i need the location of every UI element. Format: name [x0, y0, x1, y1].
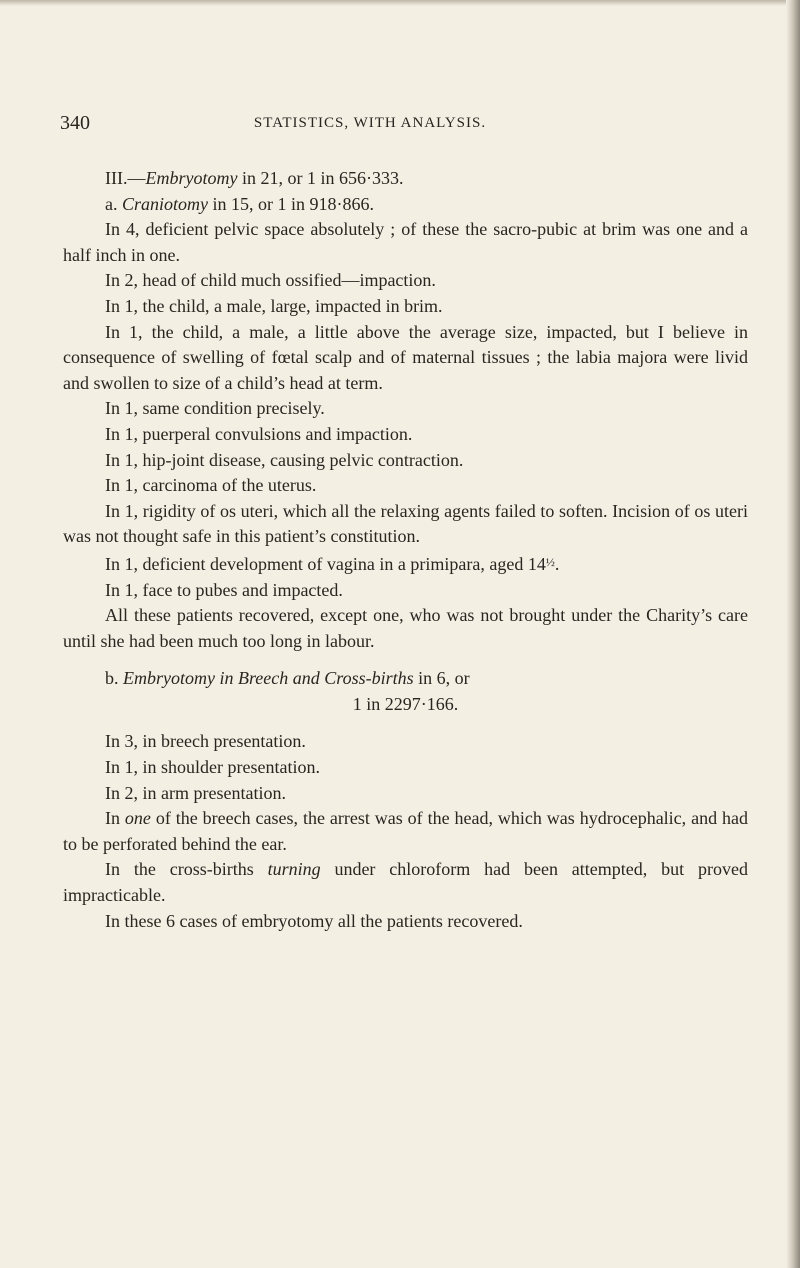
paragraph-primipara: In 1, deficient development of vagina in a primipara, aged $14^{\frac{1}{2}}$. — [105, 553, 560, 574]
paragraph: In 2, head of child much ossified—impaction. — [105, 270, 436, 291]
section-heading-embryotomy: III.—Embryotomy in 21, or 1 in 656·333. — [105, 168, 404, 188]
section-heading-breech: b. Embryotomy in Breech and Cross-births in 6, or — [105, 668, 470, 689]
paragraph: In 1, puerperal convulsions and impaction. — [105, 423, 413, 444]
paragraph: In 1, hip-joint disease, causing pelvic contraction. — [105, 449, 464, 470]
paragraph: In 1, face to pubes and impacted. — [105, 579, 343, 600]
paragraph: In 2, in arm presentation. — [105, 782, 286, 803]
paragraph: In 1, same condition precisely. — [105, 398, 325, 419]
paragraph-conclusion: In these 6 cases of embryotomy all the patients recovered. — [105, 910, 523, 931]
paragraph: In 3, in breech presentation. — [105, 731, 306, 752]
paragraph: In 1, the child, a male, a little above the average size, impacted, but I believe in consequence of swelling of fœtal scalp and of maternal tissues ; the labia majora were livid and swollen to size of a child’s head at term. — [63, 321, 748, 393]
page-edge-top — [0, 0, 800, 6]
section-heading-breech-line2: 1 in 2297·166. — [352, 693, 459, 714]
paragraph-breech-arrest: In one of the breech cases, the arrest was of the head, which was hydrocephalic, and had to be perforated behind the ear. — [63, 808, 748, 854]
page-header — [60, 112, 740, 140]
paragraph-turning: In the cross-births turning under chloroform had been attempted, but proved impracticable. — [63, 859, 748, 906]
paragraph: All these patients recovered, except one, who was not brought under the Charity’s care until she had been much too long in labour. — [63, 605, 748, 651]
page-edge-right — [786, 0, 800, 1268]
paragraph: In 1, rigidity of os uteri, which all the relaxing agents failed to soften. Incision of os uteri was not thought safe in this patient’s constitution. — [63, 500, 748, 547]
paragraph: In 1, in shoulder presentation. — [105, 757, 320, 778]
page-body — [63, 166, 748, 934]
paragraph: In 1, the child, a male, large, impacted in brim. — [105, 295, 443, 316]
paragraph: In 4, deficient pelvic space absolutely ; of these the sacro-pubic at brim was one and a half inch in one. — [63, 219, 748, 265]
page-number: 340 — [60, 112, 90, 134]
running-title: STATISTICS, WITH ANALYSIS. — [253, 115, 487, 131]
section-heading-craniotomy: a. Craniotomy in 15, or 1 in 918·866. — [105, 193, 375, 214]
paragraph: In 1, carcinoma of the uterus. — [105, 475, 317, 496]
